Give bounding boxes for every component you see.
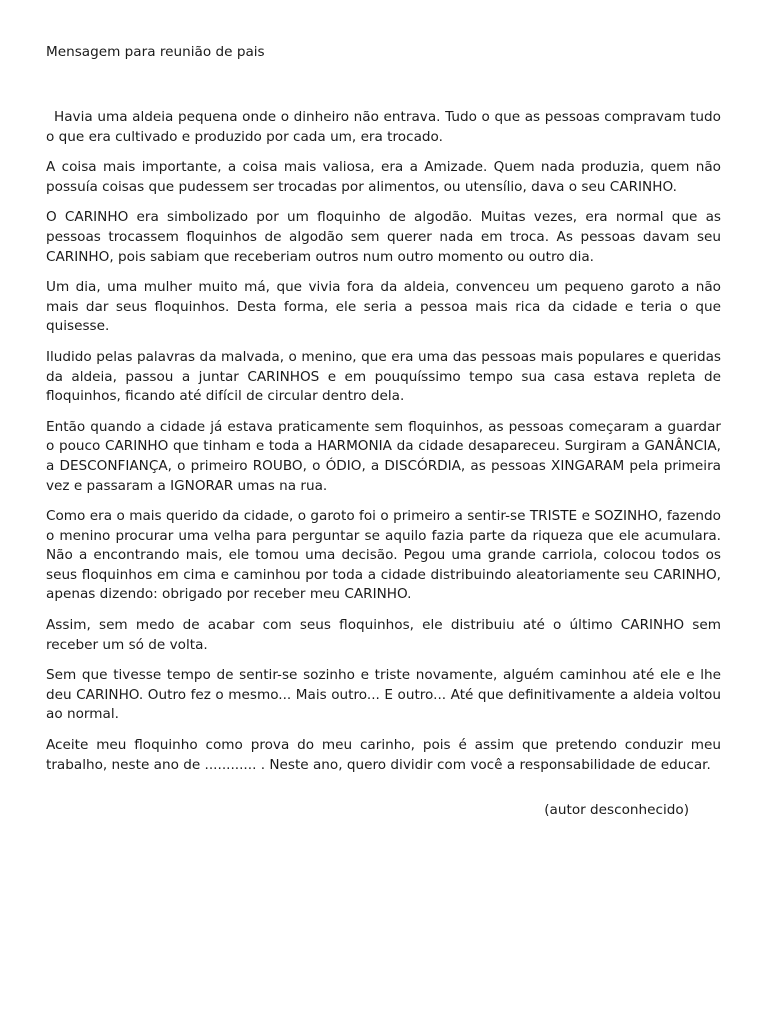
paragraph-10: Aceite meu floquinho como prova do meu carinho, pois é assim que pretendo conduzir meu trabalho, neste ano de ............ . Neste ano, quero dividir com você a responsabilidade de educar. <box>46 737 721 773</box>
author-credit: (autor desconhecido) <box>544 802 689 819</box>
paragraph-6: Então quando a cidade já estava praticamente sem floquinhos, as pessoas começaram a guardar o pouco CARINHO que tinham e toda a HARMONIA da cidade desapareceu. Surgiram a GANÂNCIA, a DESCONFIANÇA, o primeiro ROUBO, o ÓDIO, a DISCÓRDIA, as pessoas XINGARAM pela primeira vez e passaram a IGNORAR umas na rua. <box>46 418 721 494</box>
paragraph-1: Havia uma aldeia pequena onde o dinheiro não entrava. Tudo o que as pessoas compravam tudo o que era cultivado e produzido por cada um, era trocado. <box>46 109 721 145</box>
paragraph-5: Iludido pelas palavras da malvada, o menino, que era uma das pessoas mais populares e queridas da aldeia, passou a juntar CARINHOS e em pouquíssimo tempo sua casa estava repleta de floquinhos, ficando até difícil de circular dentro dela. <box>46 348 721 405</box>
document-title: Mensagem para reunião de pais <box>46 44 265 60</box>
paragraph-7: Como era o mais querido da cidade, o garoto foi o primeiro a sentir-se TRISTE e SOZINHO, fazendo o menino procurar uma velha para perguntar se aquilo fazia parte da riqueza que ele acumulara. Não a encontrando mais, ele tomou uma decisão. Pegou uma grande carriola, colocou todos os seus floquinhos em cima e caminhou por toda a cidade distribuindo aleatoriamente seu CARINHO, apenas dizendo: obrigado por receber meu CARINHO. <box>46 508 721 603</box>
paragraph-4: Um dia, uma mulher muito má, que vivia fora da aldeia, convenceu um pequeno garoto a não mais dar seus floquinhos. Desta forma, ele seria a pessoa mais rica da cidade e teria o que quisesse. <box>46 279 721 335</box>
document-page <box>46 43 721 820</box>
paragraph-2: A coisa mais importante, a coisa mais valiosa, era a Amizade. Quem nada produzia, quem não possuía coisas que pudessem ser trocadas por alimentos, ou utensílio, dava o seu CARINHO. <box>46 159 721 195</box>
paragraph-9: Sem que tivesse tempo de sentir-se sozinho e triste novamente, alguém caminhou até ele e lhe deu CARINHO. Outro fez o mesmo... Mais outro... E outro... Até que definitivamente a aldeia voltou ao normal. <box>46 667 721 723</box>
paragraph-8: Assim, sem medo de acabar com seus floquinhos, ele distribuiu até o último CARINHO sem receber um só de volta. <box>46 617 721 653</box>
paragraph-3: O CARINHO era simbolizado por um floquinho de algodão. Muitas vezes, era normal que as pessoas trocassem floquinhos de algodão sem querer nada em troca. As pessoas davam seu CARINHO, pois sabiam que receberiam outros num outro momento ou outro dia. <box>46 209 721 265</box>
